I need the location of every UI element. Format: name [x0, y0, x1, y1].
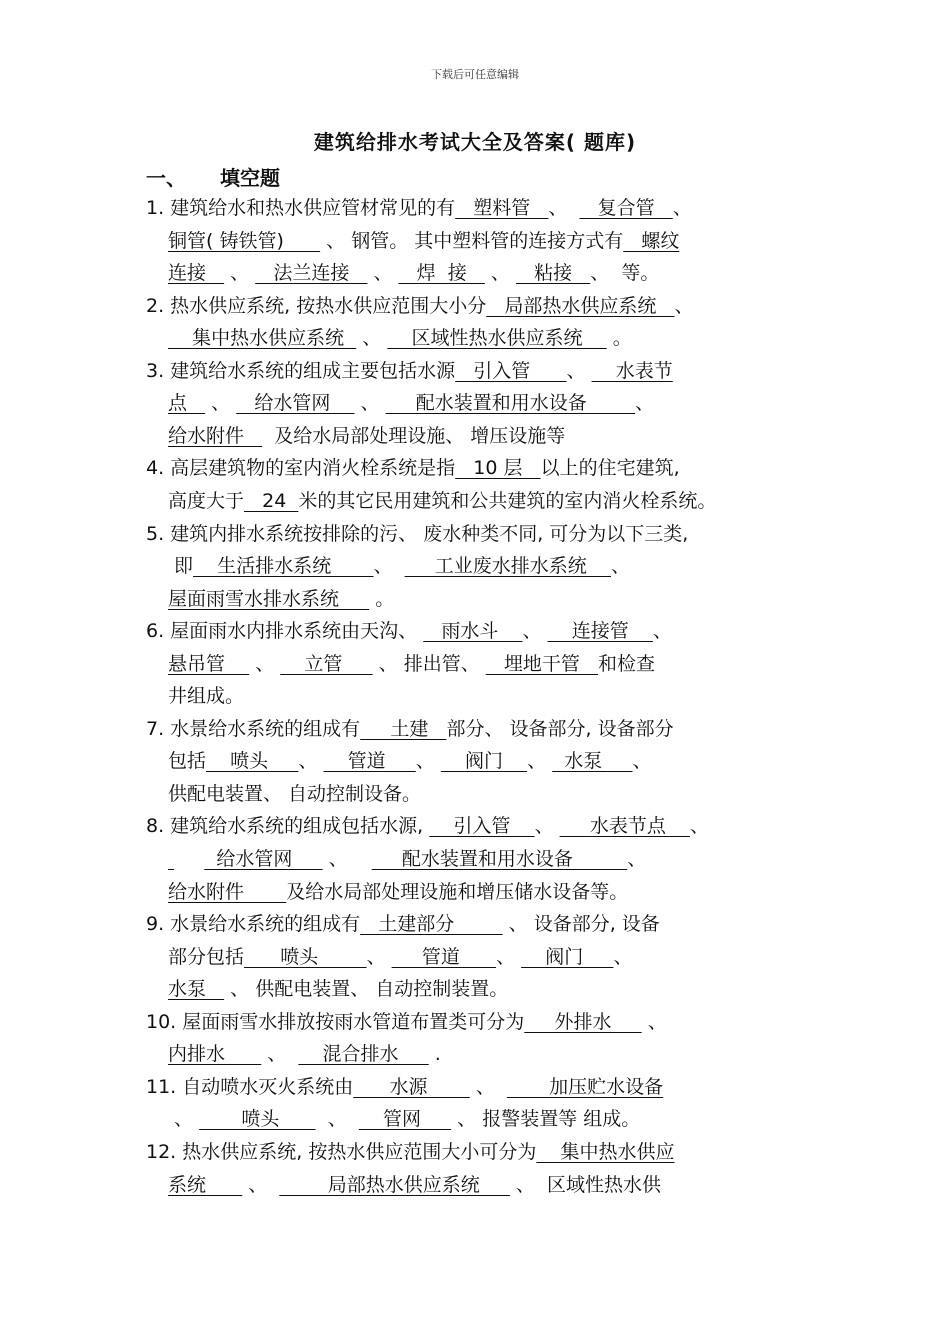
answer-blank: 配水装置和用水设备: [371, 848, 628, 870]
answer-blank: 区域性热水供应系统: [387, 327, 607, 349]
question-text: 、: [205, 392, 237, 414]
text-line: [168, 879, 628, 905]
question-text: 、: [484, 262, 516, 284]
answer-blank: 给水附件: [168, 881, 287, 903]
question-text: 、: [261, 1043, 299, 1065]
answer-blank: 内排水: [168, 1043, 262, 1065]
text-line: [168, 944, 632, 970]
answer-blank: 系统: [168, 1174, 243, 1196]
answer-blank: 塑料管: [455, 197, 549, 219]
question-text: 5. 建筑内排水系统按排除的污、 废水种类不同, 可分为以下三类,: [146, 523, 689, 545]
question-text: 。: [369, 588, 395, 610]
question-text: 、: [415, 750, 441, 772]
question-text: 。: [606, 327, 632, 349]
text-line: [146, 1009, 667, 1035]
question-text: 、: [315, 1108, 359, 1130]
text-line: [168, 1041, 441, 1067]
text-line: [168, 260, 659, 286]
answer-blank: 配水装置和用水设备: [385, 392, 636, 414]
text-line: [146, 813, 709, 839]
question-text: 6. 屋面雨水内排水系统由天沟、: [146, 620, 424, 642]
answer-blank: 水源: [353, 1076, 470, 1098]
question-text: 4. 高层建筑物的室内消火栓系统是指: [146, 457, 456, 479]
answer-blank: 螺纹: [623, 230, 680, 252]
answer-blank: 阀门: [440, 750, 528, 772]
text-line: [168, 553, 630, 579]
text-line: [168, 781, 421, 807]
question-text: 、 设备部分, 设备: [502, 913, 660, 935]
answer-blank: 屋面雨雪水排水系统: [168, 588, 370, 610]
text-line: [146, 455, 680, 481]
question-text: 8. 建筑给水系统的组成包括水源,: [146, 815, 430, 837]
answer-blank: 水表节点: [559, 815, 690, 837]
text-line: [168, 651, 655, 677]
answer-blank: 喷头: [199, 1108, 316, 1130]
text-line: [146, 195, 692, 221]
question-text: 及给水局部处理设施和增压储水设备等。: [286, 881, 629, 903]
answer-blank: 阀门: [521, 946, 614, 968]
question-text: 3. 建筑给水系统的组成主要包括水源: [146, 360, 456, 382]
answer-blank: 粘接: [515, 262, 591, 284]
question-text: 、: [674, 295, 694, 317]
answer-blank: 管网: [358, 1108, 452, 1130]
question-text: 9. 水景给水系统的组成有: [146, 913, 361, 935]
question-text: 、: [610, 555, 630, 577]
question-text: [174, 848, 204, 870]
question-text: 、: [298, 750, 324, 772]
question-text: 、: [672, 197, 692, 219]
question-text: 、: [522, 620, 548, 642]
question-text: 、: [635, 392, 655, 414]
question-text: 、: [322, 848, 372, 870]
answer-blank: 集中热水供应: [536, 1141, 675, 1163]
question-text: 井组成。: [168, 685, 245, 707]
question-text: 10. 屋面雨雪水排放按雨水管道布置类可分为: [146, 1011, 525, 1033]
answer-blank: 生活排水系统: [193, 555, 374, 577]
question-text: 、: [548, 197, 580, 219]
question-text: 米的其它民用建筑和公共建筑的室内消火栓系统。: [298, 490, 717, 512]
document-title: 建筑给排水考试大全及答案( 题库): [313, 130, 637, 154]
answer-blank: 引入管: [455, 360, 567, 382]
question-text: 、: [689, 815, 709, 837]
text-line: [168, 488, 716, 514]
question-text: 、: [627, 848, 647, 870]
text-line: [168, 586, 394, 612]
answer-blank: 喷头: [244, 946, 367, 968]
answer-blank: 给水管网: [236, 392, 355, 414]
question-text: 供配电装置、 自动控制设备。: [168, 783, 422, 805]
text-line: [168, 683, 244, 709]
answer-blank: 管道: [391, 946, 497, 968]
question-text: 、: [242, 1174, 280, 1196]
question-text: 1. 建筑给水和热水供应管材常见的有: [146, 197, 456, 219]
answer-blank: 集中热水供应系统: [168, 327, 357, 349]
answer-blank: 10 层: [455, 457, 541, 479]
answer-blank: 24: [244, 490, 299, 512]
question-text: 、: [373, 555, 405, 577]
text-line: [146, 293, 694, 319]
answer-blank: 复合管: [579, 197, 673, 219]
text-line: [168, 423, 565, 449]
question-text: 、 区域性热水供: [509, 1174, 662, 1196]
answer-blank: 外排水: [524, 1011, 642, 1033]
question-text: 、: [534, 815, 560, 837]
question-text: 、: [652, 620, 672, 642]
answer-blank: 连接管: [547, 620, 653, 642]
question-text: 、 等。: [590, 262, 660, 284]
text-line: [168, 1172, 661, 1198]
question-text: 、: [632, 750, 652, 772]
text-line: [146, 618, 672, 644]
answer-blank: 混合排水: [298, 1043, 429, 1065]
answer-blank: 给水管网: [204, 848, 323, 870]
text-line: [146, 521, 688, 547]
question-text: 、: [168, 1108, 200, 1130]
answer-blank: 喷头: [206, 750, 299, 772]
question-text: .: [428, 1043, 441, 1065]
question-text: 、 供配电装置、 自动控制装置。: [224, 978, 509, 1000]
question-text: 、: [354, 392, 386, 414]
answer-blank: 工业废水排水系统: [404, 555, 611, 577]
answer-blank: 局部热水供应系统: [486, 295, 675, 317]
text-line: [168, 846, 646, 872]
answer-blank: 悬吊管: [168, 653, 250, 675]
text-line: [168, 390, 654, 416]
answer-blank: 埋地干管: [485, 653, 598, 675]
text-line: [168, 1106, 640, 1132]
text-line: [168, 228, 679, 254]
text-line: [146, 358, 673, 384]
answer-blank: 水表节: [591, 360, 673, 382]
section-number: 一、: [146, 166, 186, 190]
section-heading: [146, 162, 280, 191]
question-text: 、: [367, 262, 399, 284]
question-text: 部分、 设备部分, 设备部分: [446, 718, 674, 740]
question-text: 、: [613, 946, 633, 968]
answer-blank: 局部热水供应系统: [279, 1174, 510, 1196]
question-text: 、 报警装置等 组成。: [451, 1108, 641, 1130]
question-text: 12. 热水供应系统, 按热水供应范围大小可分为: [146, 1141, 537, 1163]
question-text: 、: [469, 1076, 507, 1098]
question-text: 7. 水景给水系统的组成有: [146, 718, 361, 740]
question-text: 、 排出管、: [372, 653, 486, 675]
answer-blank: 加压贮水设备: [506, 1076, 664, 1098]
question-text: 包括: [168, 750, 207, 772]
text-line: [146, 1139, 675, 1165]
answer-blank: 焊 接: [398, 262, 485, 284]
answer-blank: 水泵: [552, 750, 633, 772]
text-line: [168, 325, 632, 351]
answer-blank: 土建部分: [360, 913, 503, 935]
answer-blank: 引入管: [429, 815, 535, 837]
question-text: 11. 自动喷水灭火系统由: [146, 1076, 354, 1098]
question-text: 以上的住宅建筑,: [540, 457, 680, 479]
question-text: 、: [224, 262, 256, 284]
answer-blank: 土建: [360, 718, 447, 740]
text-line: [168, 976, 508, 1002]
text-line: [168, 748, 652, 774]
answer-blank: 点: [168, 392, 206, 414]
page-header: 下载后可任意编辑: [431, 68, 519, 81]
answer-blank: 给水附件: [168, 425, 263, 447]
text-line: [146, 911, 660, 937]
answer-blank: 管道: [323, 750, 416, 772]
question-text: 、: [356, 327, 388, 349]
question-text: 及给水局部处理设施、 增压设施等: [262, 425, 566, 447]
question-text: 、: [566, 360, 592, 382]
answer-blank: 连接: [168, 262, 225, 284]
question-text: 即: [168, 555, 194, 577]
question-text: 、 钢管。 其中塑料管的连接方式有: [320, 230, 624, 252]
question-text: 、: [527, 750, 553, 772]
answer-blank: 雨水斗: [423, 620, 523, 642]
answer-blank: 立管: [280, 653, 373, 675]
answer-blank: 法兰连接: [255, 262, 368, 284]
section-label: 填空题: [220, 166, 280, 190]
question-text: 、: [496, 946, 522, 968]
question-text: 部分包括: [168, 946, 245, 968]
answer-blank: 铜管( 铸铁管): [168, 230, 321, 252]
answer-blank: 水泵: [168, 978, 225, 1000]
question-text: 、: [366, 946, 392, 968]
question-text: 2. 热水供应系统, 按热水供应范围大小分: [146, 295, 487, 317]
text-line: [146, 1074, 663, 1100]
question-text: 、: [641, 1011, 667, 1033]
question-text: 高度大于: [168, 490, 245, 512]
text-line: [146, 716, 674, 742]
question-text: 、: [249, 653, 281, 675]
question-text: 和检查: [598, 653, 656, 675]
